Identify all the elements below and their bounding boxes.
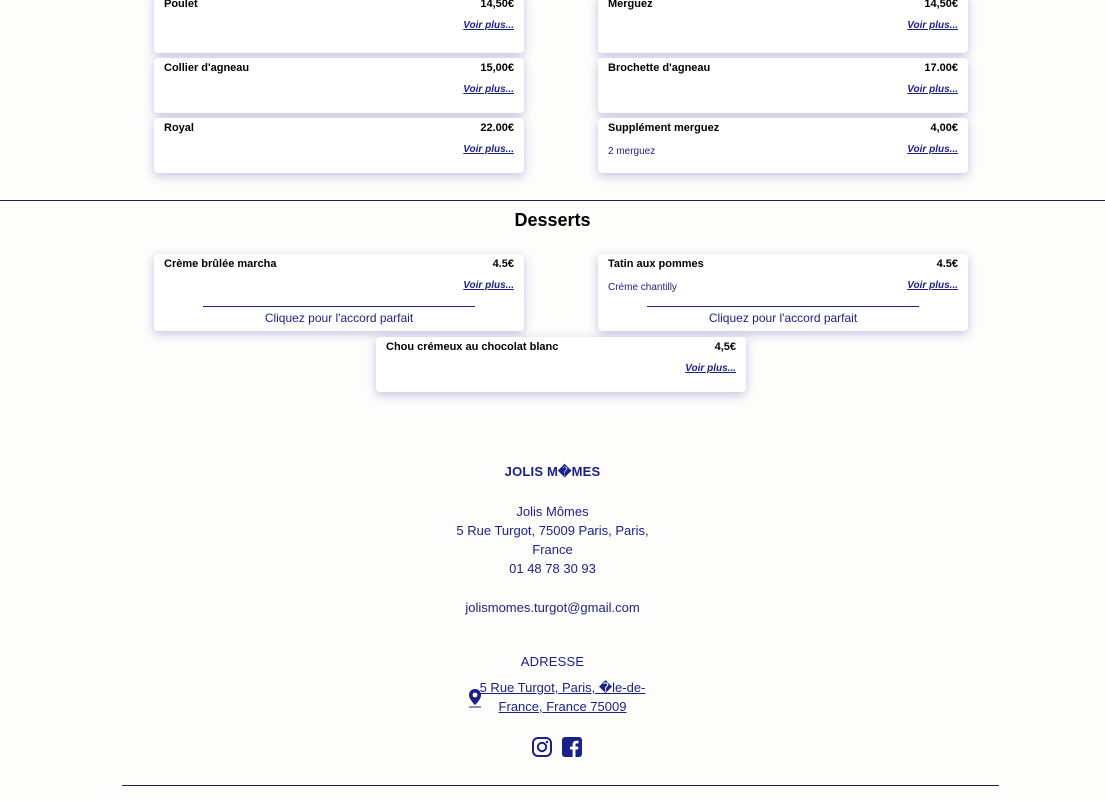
item-price: 4.5€ [936, 258, 958, 270]
menu-card-merguez [598, 0, 968, 53]
voir-plus-link[interactable]: Voir plus... [463, 280, 514, 291]
pairing-divider [647, 306, 919, 307]
voir-plus-link[interactable]: Voir plus... [907, 20, 958, 31]
address-link-line1[interactable]: 5 Rue Turgot, Paris, �le-de- [479, 680, 646, 695]
footer-divider [122, 785, 999, 786]
item-name: Royal [164, 122, 194, 134]
item-name: Supplément merguez [608, 122, 720, 134]
voir-plus-link[interactable]: Voir plus... [907, 144, 958, 155]
item-price: 14,50€ [924, 0, 958, 10]
item-name: Collier d'agneau [164, 62, 250, 74]
footer-phone: 01 48 78 30 93 [509, 561, 596, 576]
menu-card-poulet [154, 0, 524, 53]
footer-name: Jolis Mômes [516, 504, 589, 519]
footer-address-heading-block [0, 652, 1105, 671]
item-name: Poulet [164, 0, 198, 10]
item-price: 14,50€ [480, 0, 514, 10]
dessert-card-chou [376, 337, 746, 392]
item-price: 22.00€ [480, 122, 514, 134]
item-price: 4.5€ [492, 258, 514, 270]
voir-plus-link[interactable]: Voir plus... [463, 20, 514, 31]
footer-email-block [0, 598, 1105, 617]
address-link-line2[interactable]: France, France 75009 [498, 699, 627, 714]
instagram-icon[interactable] [531, 736, 553, 758]
item-description: Créme chantilly [608, 282, 677, 293]
footer-brand-heading: JOLIS M�MES [504, 464, 601, 479]
item-name: Brochette d'agneau [608, 62, 711, 74]
footer-address-line2: France [532, 542, 573, 557]
dessert-card-tatin [598, 254, 968, 331]
pairing-link[interactable]: Cliquez pour l'accord parfait [264, 311, 414, 325]
item-price: 4,00€ [930, 122, 958, 134]
menu-card-brochette-agneau [598, 58, 968, 113]
voir-plus-link[interactable]: Voir plus... [685, 363, 736, 374]
item-name: Crème brûlée marcha [164, 258, 277, 270]
footer-address-line1: 5 Rue Turgot, 75009 Paris, Paris, [456, 523, 649, 538]
footer-contact [0, 502, 1105, 578]
footer-address-heading: ADRESSE [520, 654, 585, 669]
footer-address-link-block [10, 678, 1105, 716]
footer-email[interactable]: jolismomes.turgot@gmail.com [465, 600, 640, 615]
facebook-icon[interactable] [561, 736, 583, 758]
item-name: Merguez [608, 0, 653, 10]
item-price: 15,00€ [480, 62, 514, 74]
item-name: Chou crémeux au chocolat blanc [386, 341, 559, 353]
section-divider [0, 200, 1105, 201]
voir-plus-link[interactable]: Voir plus... [463, 144, 514, 155]
menu-card-collier-agneau [154, 58, 524, 113]
item-description: 2 merguez [608, 146, 656, 157]
voir-plus-link[interactable]: Voir plus... [463, 84, 514, 95]
voir-plus-link[interactable]: Voir plus... [907, 280, 958, 291]
item-name: Tatin aux pommes [608, 258, 704, 270]
item-price: 4,5€ [714, 341, 736, 353]
menu-card-supplement-merguez [598, 118, 968, 173]
voir-plus-link[interactable]: Voir plus... [907, 84, 958, 95]
footer-brand [0, 462, 1105, 481]
dessert-card-creme-brulee [154, 254, 524, 331]
pairing-link[interactable]: Cliquez pour l'accord parfait [708, 311, 858, 325]
desserts-title: Desserts [514, 210, 591, 230]
item-price: 17.00€ [924, 62, 958, 74]
menu-card-royal [154, 118, 524, 173]
pairing-divider [203, 306, 475, 307]
